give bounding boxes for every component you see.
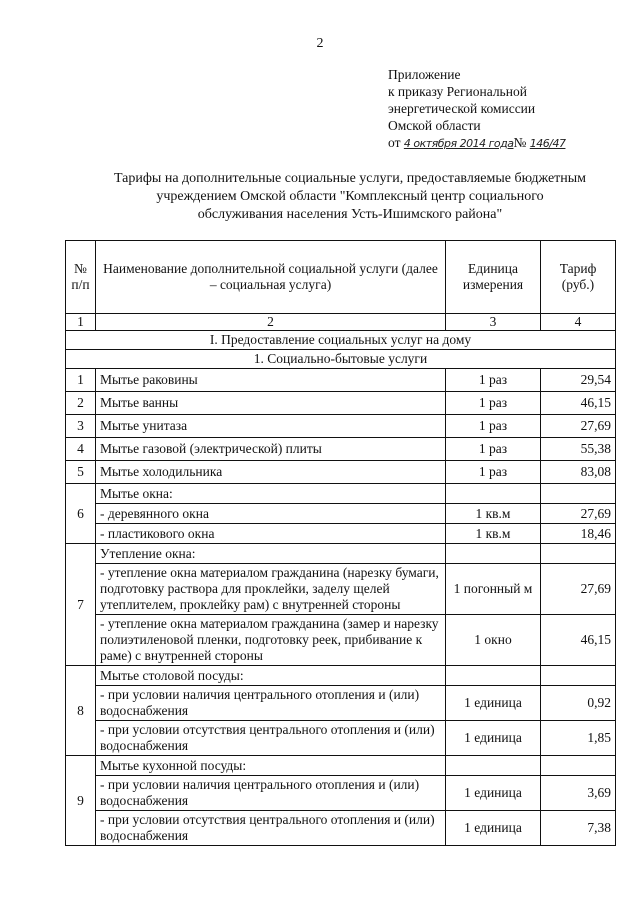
service-name: Мытье унитаза bbox=[96, 415, 446, 438]
tariff: 55,38 bbox=[541, 438, 616, 461]
appendix-line: Омской области bbox=[388, 118, 481, 133]
subsection-row bbox=[66, 350, 616, 369]
subsection-title: 1. Социально-бытовые услуги bbox=[66, 350, 616, 369]
group-title-row bbox=[66, 666, 616, 686]
order-reference bbox=[388, 134, 565, 152]
table-row bbox=[66, 811, 616, 846]
table-row bbox=[66, 369, 616, 392]
unit: 1 кв.м bbox=[446, 524, 541, 544]
table-row bbox=[66, 564, 616, 615]
table-row bbox=[66, 504, 616, 524]
row-number: 8 bbox=[66, 666, 96, 756]
tariff: 3,69 bbox=[541, 776, 616, 811]
table-row bbox=[66, 461, 616, 484]
number-label: № bbox=[513, 135, 527, 150]
service-name: - пластикового окна bbox=[96, 524, 446, 544]
title-line: учреждением Омской области "Комплексный центр социального bbox=[156, 189, 544, 204]
appendix-line: энергетической комиссии bbox=[388, 101, 536, 116]
table-row bbox=[66, 615, 616, 666]
service-name: Мытье раковины bbox=[96, 369, 446, 392]
tariff: 27,69 bbox=[541, 415, 616, 438]
service-name: - при условии наличия центрального отопления и (или) водоснабжения bbox=[96, 776, 446, 811]
service-name: Мытье ванны bbox=[96, 392, 446, 415]
group-title: Мытье столовой посуды: bbox=[96, 666, 446, 686]
handwritten-number: 146/47 bbox=[529, 137, 566, 150]
row-number: 2 bbox=[66, 392, 96, 415]
column-number: 2 bbox=[96, 314, 446, 331]
handwritten-date: 4 октября 2014 года bbox=[403, 137, 514, 150]
service-name: - при условии наличия центрального отопления и (или) водоснабжения bbox=[96, 686, 446, 721]
unit: 1 окно bbox=[446, 615, 541, 666]
service-name: - утепление окна материалом гражданина (нарезку бумаги, подготовку раствора для проклейки, заделу щелей утеплителем, проклейку рам) с внутренней стороны bbox=[96, 564, 446, 615]
service-name: - деревянного окна bbox=[96, 504, 446, 524]
unit: 1 раз bbox=[446, 415, 541, 438]
table-row bbox=[66, 438, 616, 461]
tariff: 0,92 bbox=[541, 686, 616, 721]
tariff-table bbox=[65, 240, 616, 846]
table-row bbox=[66, 721, 616, 756]
tariff: 46,15 bbox=[541, 615, 616, 666]
unit: 1 раз bbox=[446, 438, 541, 461]
title-line: обслуживания населения Усть-Ишимского района" bbox=[197, 207, 503, 222]
from-label: от bbox=[388, 135, 401, 150]
unit: 1 раз bbox=[446, 392, 541, 415]
row-number: 9 bbox=[66, 756, 96, 846]
service-name: Мытье холодильника bbox=[96, 461, 446, 484]
appendix-line: Приложение bbox=[388, 67, 461, 82]
row-number: 6 bbox=[66, 484, 96, 544]
row-number: 7 bbox=[66, 544, 96, 666]
tariff: 29,54 bbox=[541, 369, 616, 392]
unit: 1 погонный м bbox=[446, 564, 541, 615]
group-title: Мытье кухонной посуды: bbox=[96, 756, 446, 776]
table-row bbox=[66, 415, 616, 438]
unit: 1 раз bbox=[446, 461, 541, 484]
appendix-block bbox=[388, 66, 565, 152]
service-name: - утепление окна материалом гражданина (замер и нарезку полиэтиленовой пленки, подготовку реек, прибивание к раме) с внутренней стороны bbox=[96, 615, 446, 666]
service-name: - при условии отсутствия центрального отопления и (или) водоснабжения bbox=[96, 721, 446, 756]
tariff: 18,46 bbox=[541, 524, 616, 544]
column-number: 1 bbox=[66, 314, 96, 331]
group-title: Утепление окна: bbox=[96, 544, 446, 564]
group-title-row bbox=[66, 484, 616, 504]
group-title-row bbox=[66, 756, 616, 776]
column-number: 4 bbox=[541, 314, 616, 331]
service-name: - при условии отсутствия центрального отопления и (или) водоснабжения bbox=[96, 811, 446, 846]
tariff: 7,38 bbox=[541, 811, 616, 846]
section-title: I. Предоставление социальных услуг на дому bbox=[66, 331, 616, 350]
page-number: 2 bbox=[316, 36, 324, 51]
header-tariff: Тариф (руб.) bbox=[541, 241, 616, 314]
table-header-row bbox=[66, 241, 616, 314]
unit: 1 раз bbox=[446, 369, 541, 392]
title-line: Тарифы на дополнительные социальные услуги, предоставляемые бюджетным bbox=[113, 171, 587, 186]
table-row bbox=[66, 524, 616, 544]
column-number-row bbox=[66, 314, 616, 331]
unit: 1 кв.м bbox=[446, 504, 541, 524]
row-number: 3 bbox=[66, 415, 96, 438]
tariff: 1,85 bbox=[541, 721, 616, 756]
table-row bbox=[66, 686, 616, 721]
table-row bbox=[66, 776, 616, 811]
group-title: Мытье окна: bbox=[96, 484, 446, 504]
header-unit: Единица измерения bbox=[446, 241, 541, 314]
header-name: Наименование дополнительной социальной услуги (далее – социальная услуга) bbox=[96, 241, 446, 314]
section-row bbox=[66, 331, 616, 350]
column-number: 3 bbox=[446, 314, 541, 331]
document-title bbox=[60, 170, 640, 224]
service-name: Мытье газовой (электрической) плиты bbox=[96, 438, 446, 461]
tariff: 46,15 bbox=[541, 392, 616, 415]
unit: 1 единица bbox=[446, 721, 541, 756]
unit: 1 единица bbox=[446, 776, 541, 811]
tariff: 27,69 bbox=[541, 504, 616, 524]
header-num: № п/п bbox=[66, 241, 96, 314]
unit: 1 единица bbox=[446, 686, 541, 721]
tariff: 83,08 bbox=[541, 461, 616, 484]
unit: 1 единица bbox=[446, 811, 541, 846]
row-number: 1 bbox=[66, 369, 96, 392]
group-title-row bbox=[66, 544, 616, 564]
row-number: 5 bbox=[66, 461, 96, 484]
appendix-line: к приказу Региональной bbox=[388, 84, 527, 99]
tariff: 27,69 bbox=[541, 564, 616, 615]
table-row bbox=[66, 392, 616, 415]
row-number: 4 bbox=[66, 438, 96, 461]
